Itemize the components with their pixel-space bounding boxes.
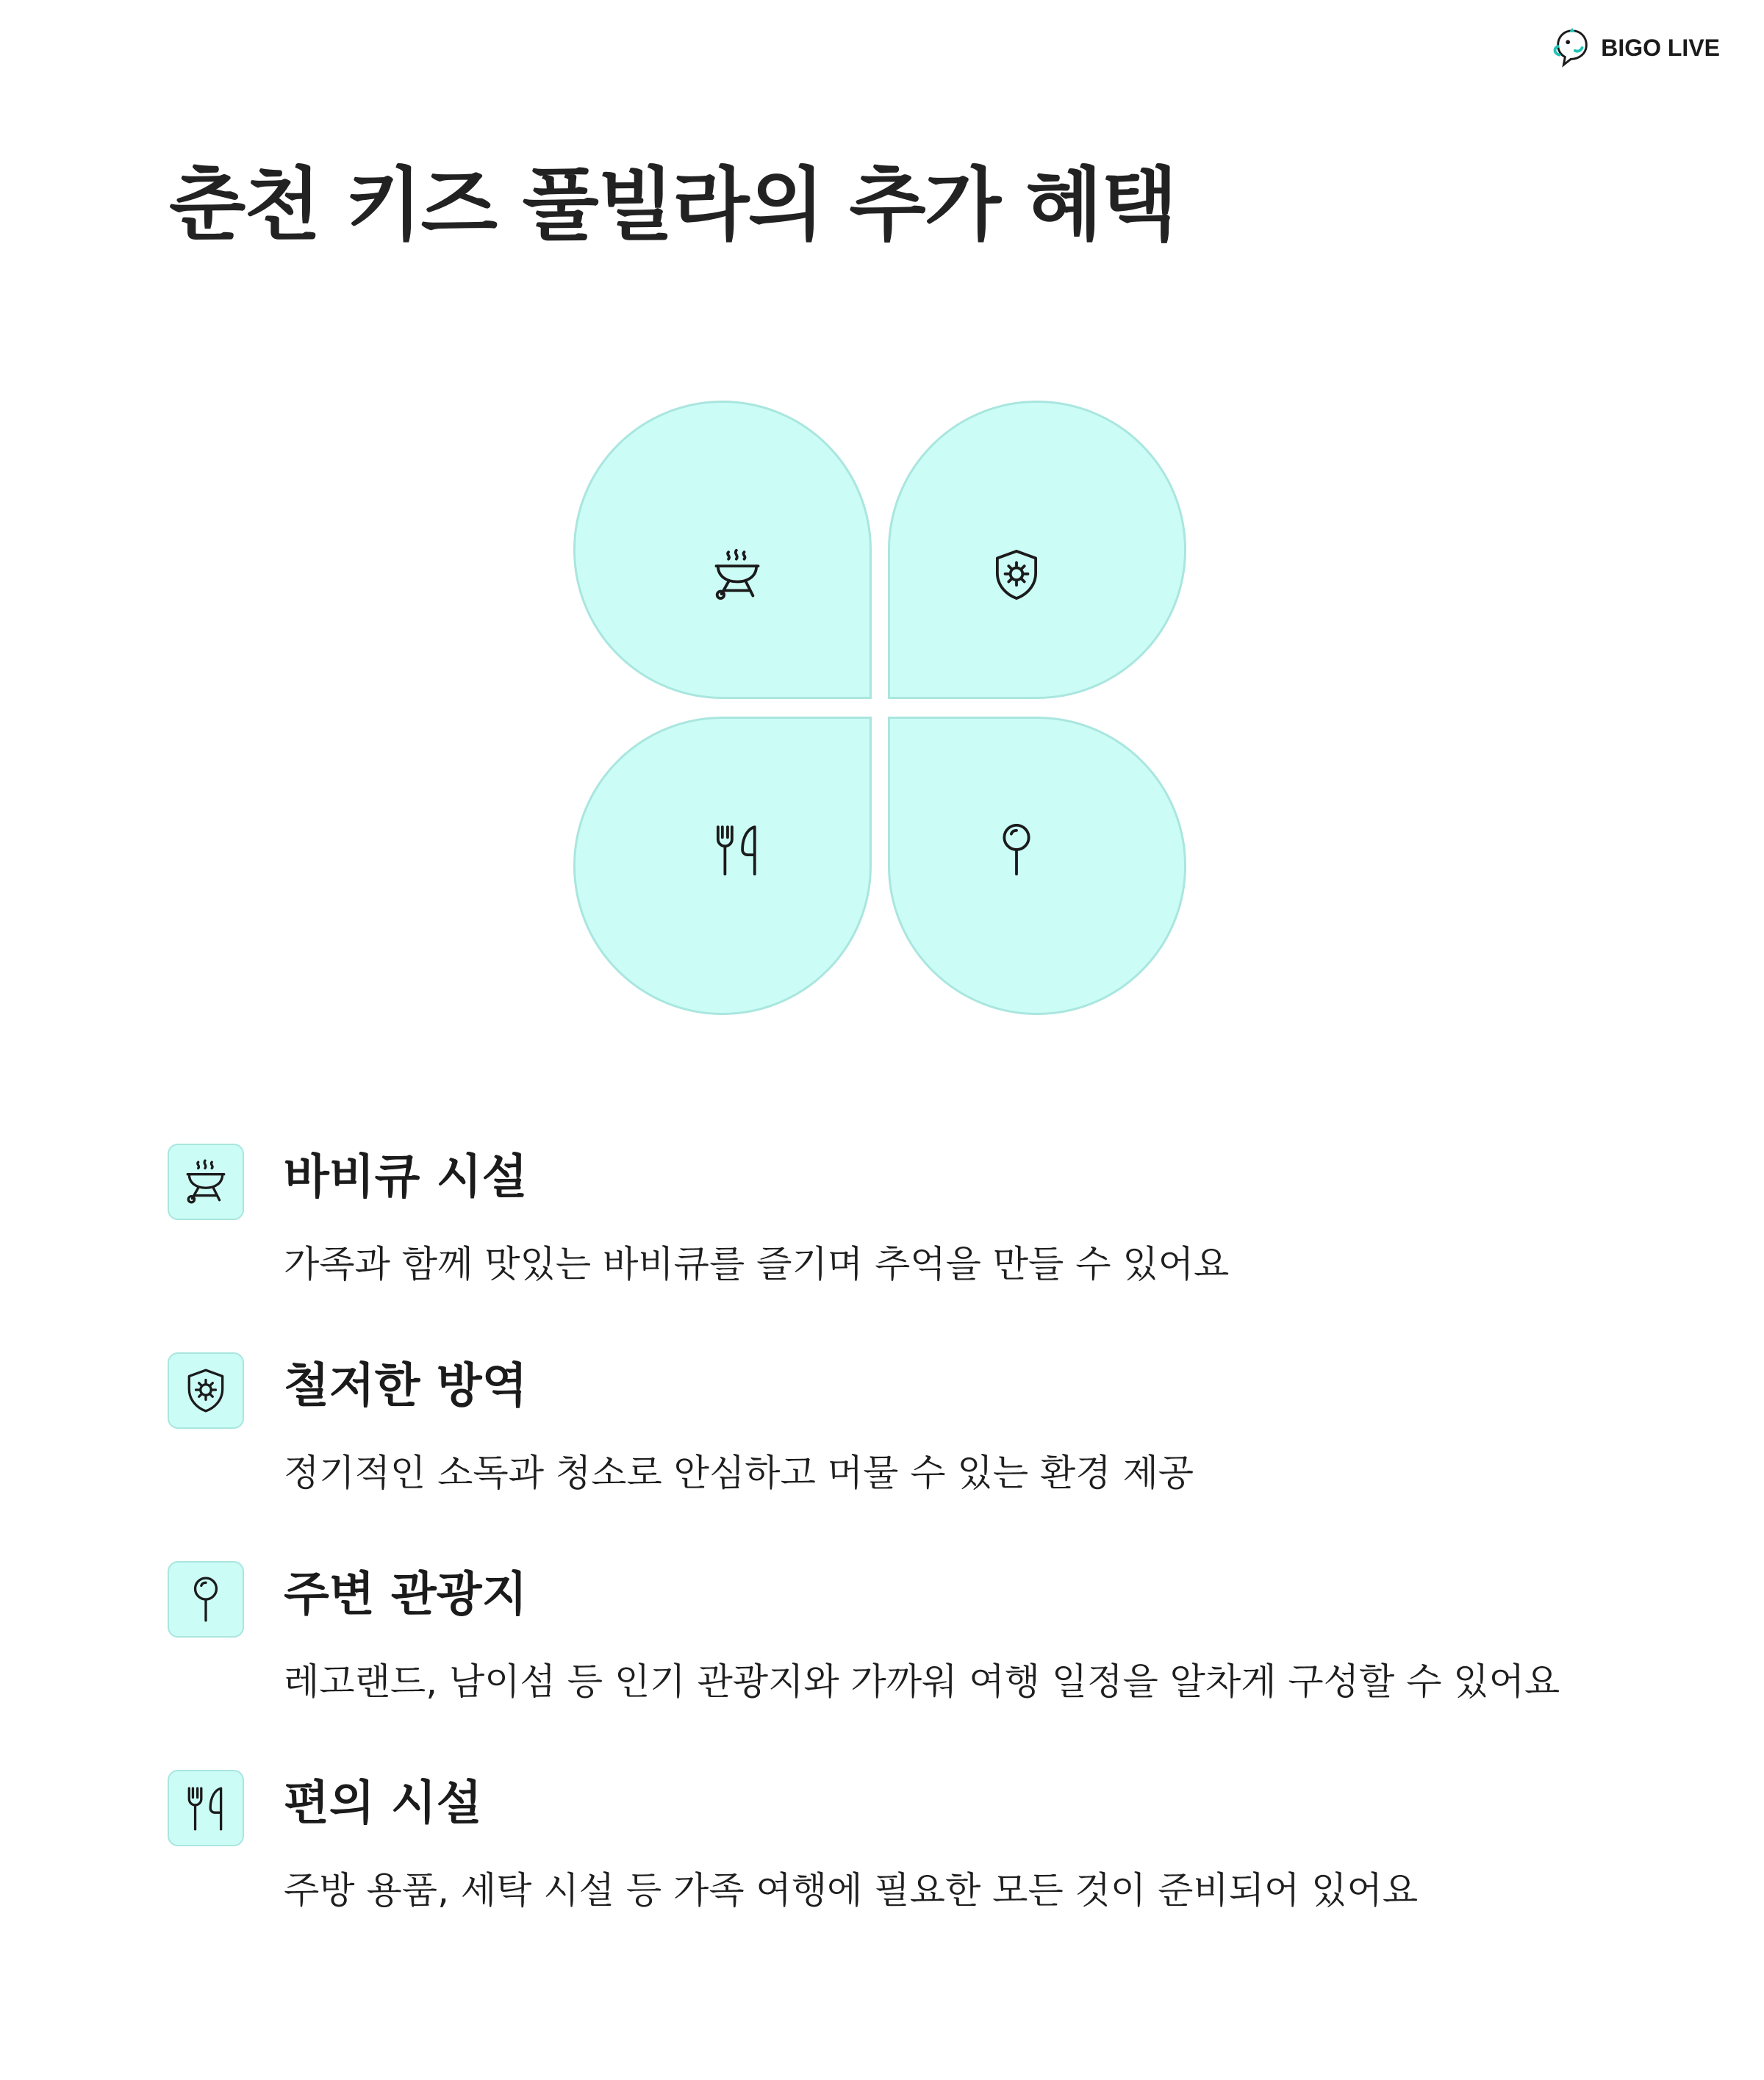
feature-description: 가족과 함께 맛있는 바비큐를 즐기며 추억을 만들 수 있어요 xyxy=(284,1243,1230,1285)
feature-list xyxy=(168,1144,1638,1979)
feature-item-bbq xyxy=(168,1144,1638,1352)
feature-title: 주변 관광지 xyxy=(284,1568,528,1622)
clover-leaf-top-right xyxy=(888,401,1186,699)
map-pin-icon xyxy=(989,822,1044,878)
grill-icon xyxy=(709,547,765,603)
feature-description: 주방 용품, 세탁 시설 등 가족 여행에 필요한 모든 것이 준비되어 있어요 xyxy=(284,1869,1419,1912)
feature-icon-box xyxy=(168,1770,244,1846)
feature-icon-box xyxy=(168,1561,244,1638)
feature-item-disinfection xyxy=(168,1352,1638,1561)
feature-icon-box xyxy=(168,1144,244,1220)
page-title: 춘천 키즈 풀빌라의 추가 혜택 xyxy=(169,159,1177,251)
feature-title: 철저한 방역 xyxy=(284,1359,528,1413)
brand-name: BIGO LIVE xyxy=(1601,34,1720,61)
clover-leaf-top-left xyxy=(573,401,872,699)
map-pin-icon xyxy=(182,1575,230,1624)
feature-icon-box xyxy=(168,1352,244,1429)
feature-title: 바비큐 시설 xyxy=(284,1150,528,1205)
grill-icon xyxy=(182,1158,230,1206)
shield-virus-icon xyxy=(989,547,1044,603)
brand-logo xyxy=(1551,26,1720,69)
fork-knife-icon xyxy=(709,822,765,878)
shield-virus-icon xyxy=(182,1366,230,1415)
clover-leaf-bottom-right xyxy=(888,717,1186,1015)
bigo-mascot-icon xyxy=(1551,26,1593,69)
fork-knife-icon xyxy=(182,1784,230,1832)
feature-item-amenities xyxy=(168,1770,1638,1979)
clover-graphic xyxy=(573,401,1194,1021)
feature-item-attractions xyxy=(168,1561,1638,1770)
feature-description: 레고랜드, 남이섬 등 인기 관광지와 가까워 여행 일정을 알차게 구성할 수 있어요 xyxy=(284,1660,1560,1703)
feature-title: 편의 시설 xyxy=(284,1776,482,1831)
clover-leaf-bottom-left xyxy=(573,717,872,1015)
feature-description: 정기적인 소독과 청소로 안심하고 머물 수 있는 환경 제공 xyxy=(284,1452,1194,1494)
